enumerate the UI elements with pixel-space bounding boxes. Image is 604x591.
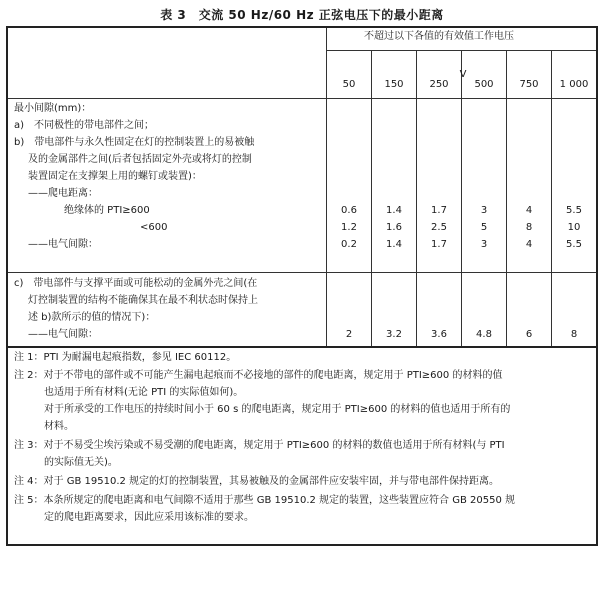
note-3-line-2: 的实际值无关)。	[14, 457, 118, 468]
note-4: 注 4：对于 GB 19510.2 规定的灯的控制装置，其易被触及的金属部件应安装牢固，并与带电部件保持距离。	[14, 476, 500, 487]
item-a-text: a) 不同极性的带电部件之间；	[14, 120, 155, 131]
voltage-col-150: 150	[384, 79, 404, 90]
column-divider-label	[326, 28, 327, 346]
note-5-line-1: 注 5：本条所规定的爬电距离和电气间隙不适用于那些 GB 19510.2 规定的装置，这些装置应符合 GB 20550 规	[14, 495, 515, 506]
column-divider-2	[416, 50, 417, 346]
notes-divider	[8, 346, 596, 348]
note-3-line-1: 注 3：对于不易受尘埃污染或不易受潮的爬电距离，规定用于 PTI≥600 的材料的数值也适用于所有材料(与 PTI	[14, 440, 505, 451]
pti-lt-value: 1.6	[386, 222, 402, 233]
pti-ge-value: 4	[525, 205, 533, 216]
clearance-label-1: ——电气间隙：	[28, 239, 98, 250]
note-1: 注 1：PTI 为耐漏电起痕指数，参见 IEC 60112。	[14, 352, 237, 363]
pti-ge-600-label: 绝缘体的 PTI≥600	[64, 205, 150, 216]
voltage-col-750: 750	[519, 79, 539, 90]
item-c-text-2: 灯控制装置的结构不能确保其在最不利状态时保持上	[28, 295, 258, 306]
item-c-clearance-value: 8	[570, 329, 578, 340]
pti-ge-value: 0.6	[341, 205, 357, 216]
clearance-value: 0.2	[341, 239, 357, 250]
item-c-clearance-value: 3.6	[431, 329, 447, 340]
item-c-clearance-value: 3.2	[386, 329, 402, 340]
column-divider-4	[506, 50, 507, 346]
pti-ge-value: 1.4	[386, 205, 402, 216]
item-c-clearance-value: 6	[525, 329, 533, 340]
item-c-text-3: 述 b)款所示的值的情况下)：	[28, 312, 156, 323]
clearance-value: 5.5	[566, 239, 582, 250]
note-5-line-2: 定的爬电距离要求，因此应采用该标准的要求。	[14, 512, 254, 523]
note-2-line-3: 对于所承受的工作电压的持续时间小于 60 s 的爬电距离，规定用于 PTI≥600 的材料的值也适用于所有的	[14, 404, 511, 415]
column-divider-1	[371, 50, 372, 346]
header-divider	[8, 98, 596, 99]
item-b-text-2: 及的金属部件之间(后者包括固定外壳或将灯的控制	[28, 154, 252, 165]
item-c-clearance-value: 2	[345, 329, 353, 340]
pti-lt-value: 10	[567, 222, 581, 233]
item-c-text-1: c) 带电部件与支撑平面或可能松动的金属外壳之间(在	[14, 278, 258, 289]
column-divider-5	[551, 50, 552, 346]
pti-ge-value: 1.7	[431, 205, 447, 216]
pti-lt-value: 8	[525, 222, 533, 233]
voltage-col-250: 250	[429, 79, 449, 90]
clearance-value: 1.4	[386, 239, 402, 250]
table-title: 表 3 交流 50 Hz/60 Hz 正弦电压下的最小距离	[160, 8, 444, 22]
clearance-value: 4	[525, 239, 533, 250]
voltage-group-label: 不超过以下各值的有效值工作电压	[364, 31, 514, 42]
note-2-line-2: 也适用于所有材料(无论 PTI 的实际值如何)。	[14, 387, 244, 398]
pti-ge-value: 5.5	[566, 205, 582, 216]
pti-lt-value: 2.5	[431, 222, 447, 233]
clearance-value: 1.7	[431, 239, 447, 250]
note-2-line-1: 注 2：对于不带电的部件或不可能产生漏电起痕而不必接地的部件的爬电距离，规定用于 PTI≥600 的材料的值	[14, 370, 503, 381]
voltage-col-50: 50	[342, 79, 356, 90]
note-2-line-4: 材料。	[14, 421, 74, 432]
section-divider	[8, 272, 596, 273]
voltage-col-500: 500	[474, 79, 494, 90]
item-b-text-1: b) 带电部件与永久性固定在灯的控制装置上的易被触	[14, 137, 255, 148]
pti-lt-value: 1.2	[341, 222, 357, 233]
creepage-label: ——爬电距离：	[28, 188, 98, 199]
item-c-clearance-value: 4.8	[476, 329, 492, 340]
distance-table	[6, 26, 598, 546]
item-b-text-3: 装置固定在支撑架上用的螺钉或装置)：	[28, 171, 202, 182]
voltage-unit: V	[459, 69, 467, 80]
clearance-label-2: ——电气间隙：	[28, 329, 98, 340]
clearance-value: 3	[480, 239, 488, 250]
pti-lt-600-label: <600	[140, 222, 168, 233]
column-divider-3	[461, 50, 462, 346]
min-clearance-heading: 最小间隙(mm)：	[14, 103, 92, 114]
pti-ge-value: 3	[480, 205, 488, 216]
pti-lt-value: 5	[480, 222, 488, 233]
voltage-col-1000: 1 000	[559, 79, 589, 90]
